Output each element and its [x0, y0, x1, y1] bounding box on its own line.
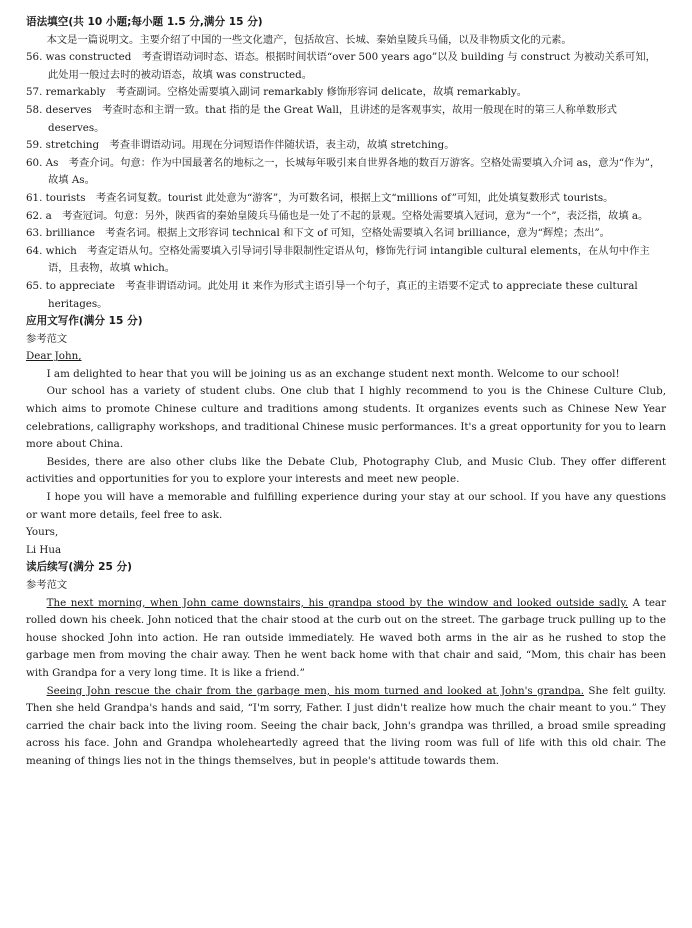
letter-signature: Li Hua [26, 543, 62, 556]
letter-paragraph: Besides, there are also other clubs like the Debate Club, Photography Club, and Music Club. They offer different activities and opportunities for you to explore your interests and meet new people. [26, 455, 666, 486]
continuation-section-title: 读后续写(满分 25 分) [26, 561, 132, 574]
story-paragraph-2 [26, 683, 666, 771]
letter-paragraph: I hope you will have a memorable and fulfilling experience during your stay at our school. If you have any questions or want more details, feel free to ask. [26, 491, 666, 521]
story-paragraph-2-lead: Seeing John rescue the chair from the garbage men, his mom turned and looked at John's grandpa. [46, 684, 584, 697]
answer-item-65: 65. to appreciate 考查非谓语动词。此处用 it 来作为形式主语引导一个句子，真正的主语要不定式 to appreciate these cultural heritages。 [26, 279, 638, 310]
answer-item-62: 62. a 考查冠词。句意：另外，陕西省的秦始皇陵兵马俑也是一处了不起的景观。空格处需要填入冠词，意为“一个”，表泛指，故填 a。 [26, 209, 649, 222]
continuation-section [26, 559, 666, 770]
letter-closing: Yours, [26, 526, 59, 539]
answer-item-56: 56. was constructed 考查谓语动词时态、语态。根据时间状语“over 500 years ago”以及 building 与 construct 为被动关系可知，此处用一般过去时的被动语态，故填 was constructed。 [26, 51, 656, 81]
grammar-section [26, 14, 666, 313]
answer-item-58: 58. deserves 考查时态和主谓一致。that 指的是 the Great Wall，且讲述的是客观事实，故用一般现在时的第三人称单数形式 deserves。 [26, 103, 617, 134]
answer-item-59: 59. stretching 考查非谓语动词。用现在分词短语作伴随状语，表主动，故填 stretching。 [26, 139, 455, 152]
letter-paragraph: Our school has a variety of student clubs. One club that I highly recommend to you is the Chinese Culture Club, which aims to promote Chinese culture and traditions among students. It organizes events such as Chinese New Year celebrations, calligraphy workshops, and traditional Chinese music performances. It's a great opportunity for you to learn more about China. [26, 385, 666, 451]
writing-section-title: 应用文写作(满分 15 分) [26, 315, 143, 328]
story-paragraph-1-body: A tear rolled down his cheek. John noticed that the chair stood at the curb out on the street. The garbage truck pulling up to the house shocked John into action. He ran outside immediately. He waved both arms in the air as he rushed to stop the garbage men from moving the chair away. Then he went back home with that chair and said, “Mom, this chair has been with Grandpa for a very long time. It is like a friend.” [26, 596, 666, 679]
answer-item-63: 63. brilliance 考查名词。根据上文形容词 technical 和下文 of 可知，空格处需要填入名词 brilliance，意为“辉煌；杰出”。 [26, 227, 610, 240]
answer-item-61: 61. tourists 考查名词复数。tourist 此处意为“游客”，为可数名词，根据上文“millions of”可知，此处填复数形式 tourists。 [26, 191, 614, 204]
letter-paragraph: I am delighted to hear that you will be joining us as an exchange student next month. Welcome to our school! [46, 367, 620, 380]
writing-section [26, 313, 666, 559]
story-paragraph-2-body: She felt guilty. Then she held Grandpa's hands and said, “I'm sorry, Father. I just didn't realize how much the chair meant to you.” They carried the chair back into the living room. Seeing the chair back, John's grandpa was thrilled, a broad smile spreading across his face. John and Grandpa wholeheartedly agreed that the living room was full of life with this old chair. The meaning of things lies not in the things themselves, but in people's attitude towards them. [26, 684, 666, 767]
answer-item-60: 60. As 考查介词。句意：作为中国最著名的地标之一，长城每年吸引来自世界各地的数百万游客。空格处需要填入介词 as，意为“作为”，故填 As。 [26, 156, 661, 187]
answer-item-57: 57. remarkably 考查副词。空格处需要填入副词 remarkably 修饰形容词 delicate，故填 remarkably。 [26, 86, 528, 99]
grammar-section-title: 语法填空(共 10 小题;每小题 1.5 分,满分 15 分) [26, 16, 263, 28]
letter-salutation: Dear John, [26, 350, 82, 363]
story-paragraph-1-lead: The next morning, when John came downstairs, his grandpa stood by the window and looked outside sadly. [46, 596, 629, 609]
story-paragraph-1 [26, 595, 666, 683]
answer-item-64: 64. which 考查定语从句。空格处需要填入引导词引导非限制性定语从句，修饰先行词 intangible cultural elements，在从句中作主语，且表物，故填 which。 [26, 244, 650, 275]
grammar-intro: 本文是一篇说明文。主要介绍了中国的一些文化遗产，包括故宫、长城、秦始皇陵兵马俑，以及非物质文化的元素。 [46, 33, 572, 46]
continuation-model-label: 参考范文 [26, 579, 68, 591]
writing-model-label: 参考范文 [26, 332, 68, 345]
